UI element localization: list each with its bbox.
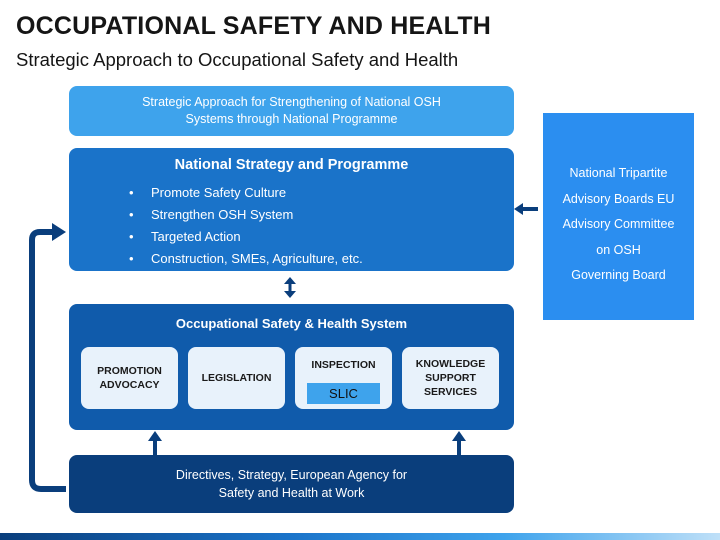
advocacy-label: ADVOCACY xyxy=(99,379,160,391)
double-arrow-down-icon xyxy=(284,291,296,298)
up-arrow-left-icon xyxy=(148,431,162,441)
promotion-label: PROMOTION xyxy=(97,365,162,377)
advisory-line: on OSH xyxy=(596,242,641,257)
advisory-line: National Tripartite xyxy=(569,166,668,180)
directives-line2: Safety and Health at Work xyxy=(218,486,365,500)
legislation-label: LEGISLATION xyxy=(201,372,272,384)
directives-line1: Directives, Strategy, European Agency for xyxy=(175,468,408,482)
feedback-arrowhead-icon xyxy=(52,223,66,241)
double-arrow-up-icon xyxy=(284,277,296,284)
knowledge-label: KNOWLEDGE xyxy=(415,358,486,370)
list-item: • Promote Safety Culture xyxy=(129,182,363,204)
advisory-line: Advisory Committee xyxy=(562,217,675,231)
inspection-label: INSPECTION xyxy=(311,359,376,371)
list-item: • Targeted Action xyxy=(129,226,363,248)
up-arrow-right-icon xyxy=(452,431,466,441)
list-item: • Strengthen OSH System xyxy=(129,204,363,226)
national-strategy-title: National Strategy and Programme xyxy=(174,157,409,173)
osh-system-title: Occupational Safety & Health System xyxy=(175,316,408,331)
services-label: SERVICES xyxy=(424,386,477,398)
strategic-approach-line2: Systems through National Programme xyxy=(185,112,398,126)
page-subtitle: Strategic Approach to Occupational Safety and Health xyxy=(16,49,459,70)
support-label: SUPPORT xyxy=(425,372,476,384)
strategic-approach-line1: Strategic Approach for Strengthening of National OSH xyxy=(142,95,441,109)
advisory-line: Governing Board xyxy=(571,268,666,282)
slic-tag: SLIC xyxy=(307,383,380,404)
side-arrowhead-icon xyxy=(514,203,523,215)
advisory-line: Advisory Boards EU xyxy=(562,191,675,206)
feedback-loop-arrow xyxy=(32,232,66,489)
list-item: • Construction, SMEs, Agriculture, etc. xyxy=(129,248,363,270)
page-title: OCCUPATIONAL SAFETY AND HEALTH xyxy=(16,12,491,40)
footer-gradient-bar xyxy=(0,533,720,540)
